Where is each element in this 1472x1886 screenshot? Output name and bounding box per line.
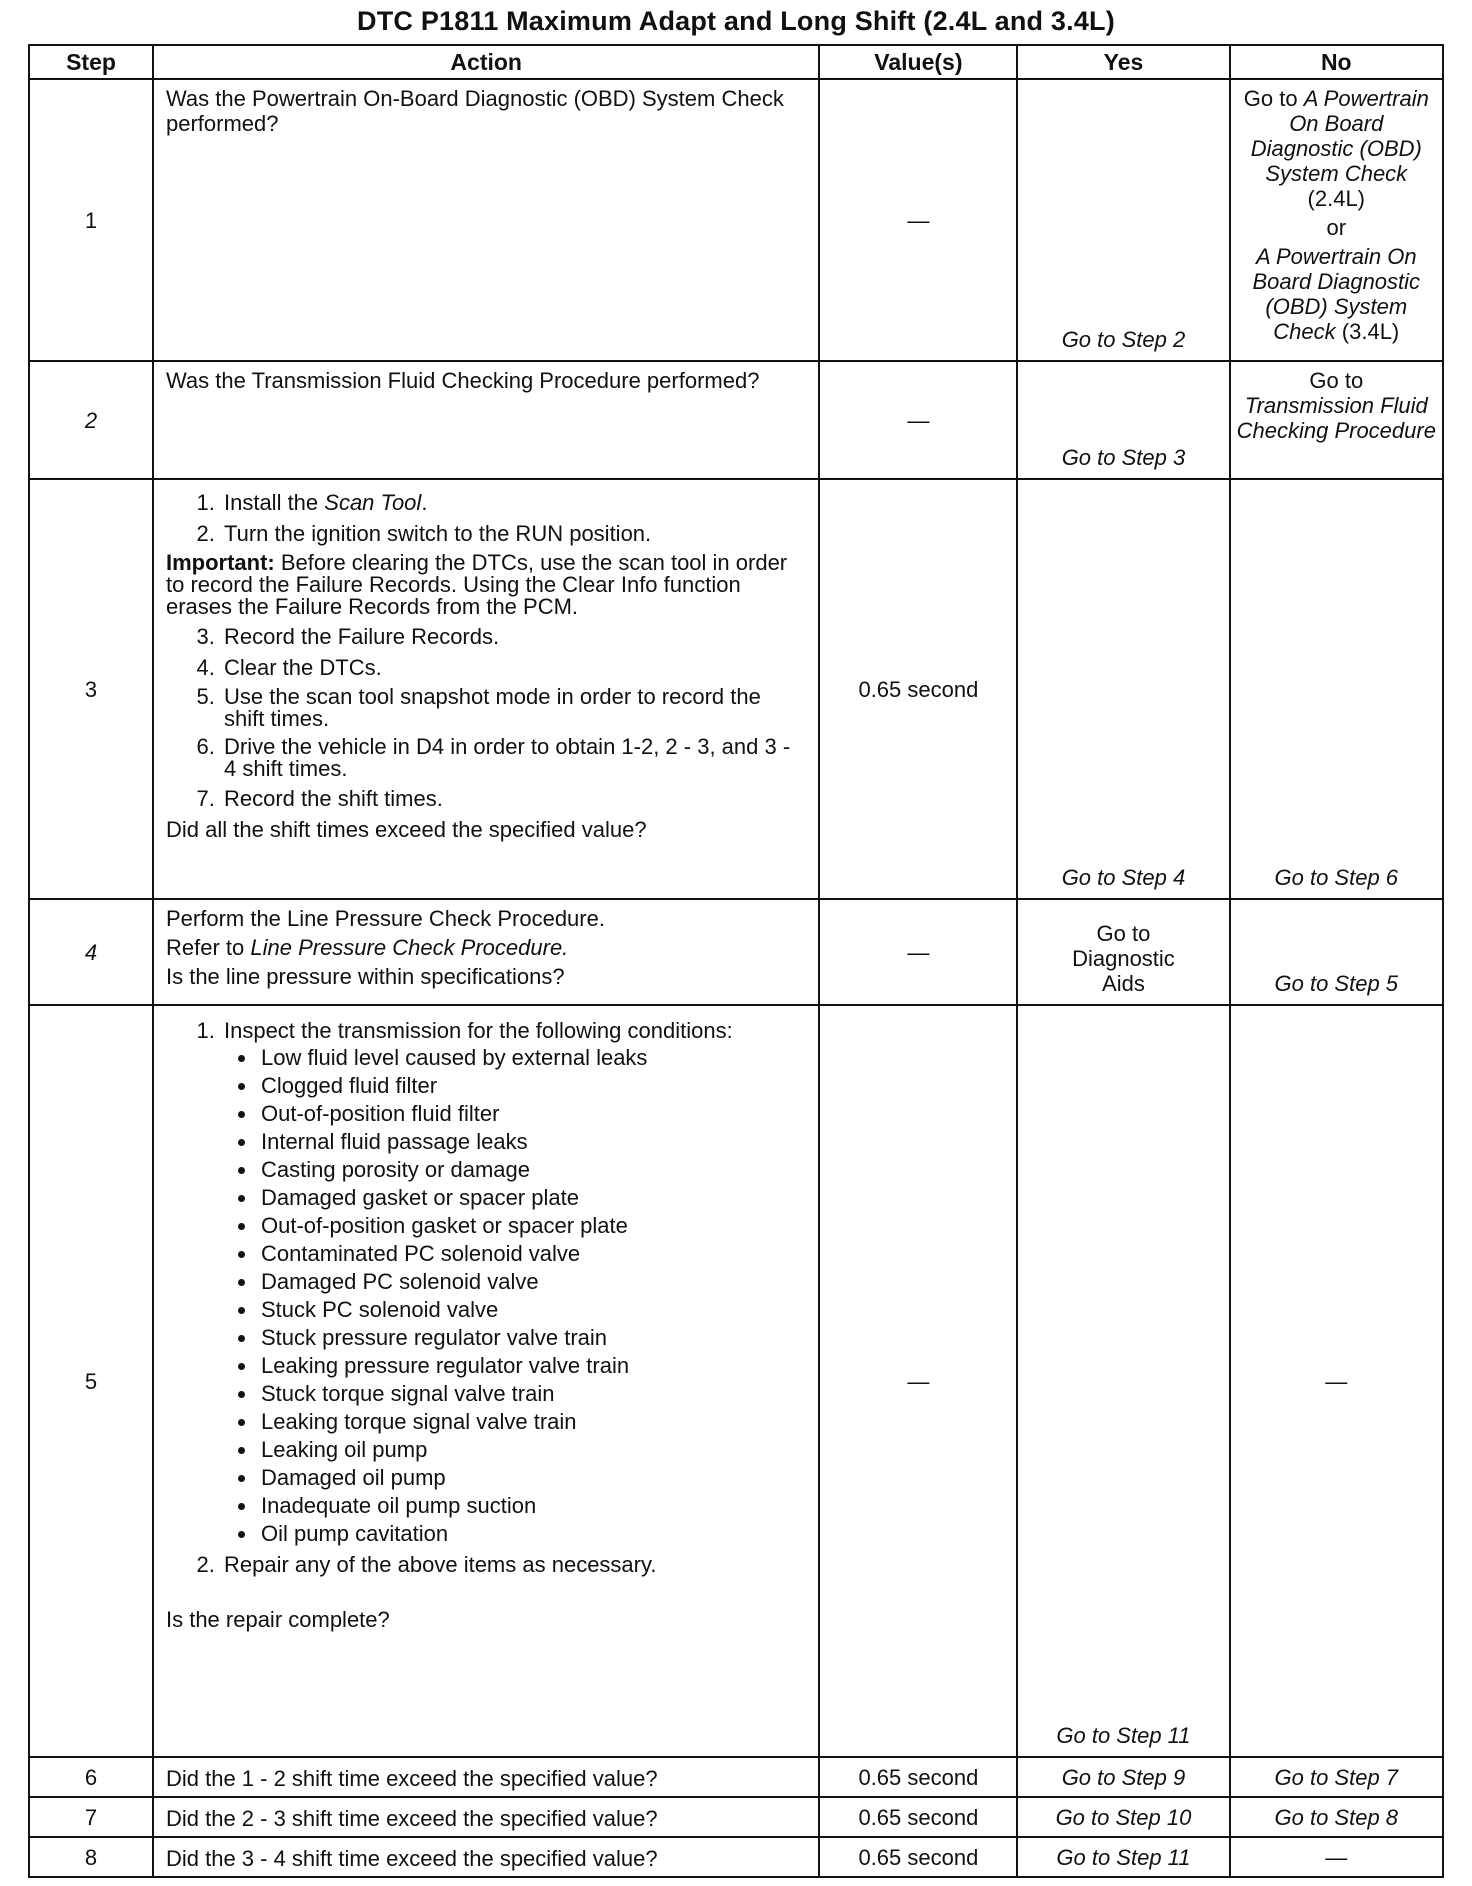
condition-item: • Casting porosity or damage — [258, 1157, 806, 1182]
question-text: Is the repair complete? — [165, 1607, 390, 1632]
important-note — [166, 552, 806, 618]
line-pressure-link[interactable]: Line Pressure Check Procedure. — [250, 935, 569, 960]
step-list-a — [166, 490, 806, 546]
step-number: 2 — [29, 361, 153, 479]
no-link[interactable]: Go to Step 8 — [1230, 1797, 1443, 1837]
condition-item: • Contaminated PC solenoid valve — [258, 1241, 806, 1266]
no-link[interactable]: Go to Step 7 — [1230, 1757, 1443, 1797]
condition-item: • Internal fluid passage leaks — [258, 1129, 806, 1154]
list-item: 3. Record the Failure Records. — [221, 624, 806, 649]
no-goto-label: Go to — [1309, 368, 1364, 393]
header-yes: Yes — [1017, 45, 1229, 79]
condition-item: • Leaking pressure regulator valve train — [258, 1353, 806, 1378]
yes-cell — [1017, 899, 1229, 1005]
step-number: 6 — [29, 1757, 153, 1797]
action-cell — [153, 361, 819, 479]
diagnostic-table — [28, 44, 1444, 1878]
no-cell — [1230, 361, 1443, 479]
list-item: 4. Clear the DTCs. — [221, 655, 806, 680]
table-row — [29, 1005, 1443, 1757]
condition-item: • Out-of-position fluid filter — [258, 1101, 806, 1126]
no-or: or — [1326, 215, 1347, 240]
table-row — [29, 1797, 1443, 1837]
header-values: Value(s) — [819, 45, 1017, 79]
value-cell: 0.65 second — [819, 1837, 1017, 1877]
action-cell: Did the 2 - 3 shift time exceed the specified value? — [153, 1797, 819, 1837]
no-link-obd-34[interactable]: A Powertrain On Board Diagnostic (OBD) System Check — [1252, 244, 1421, 344]
step-number: 8 — [29, 1837, 153, 1877]
no-link[interactable]: Go to Step 6 — [1274, 865, 1399, 890]
no-suffix-24: (2.4L) — [1307, 186, 1366, 211]
no-link[interactable]: Go to Step 5 — [1274, 971, 1399, 996]
condition-item: • Clogged fluid filter — [258, 1073, 806, 1098]
condition-item: • Leaking oil pump — [258, 1437, 806, 1462]
list-item: 2. Repair any of the above items as necessary. — [221, 1552, 806, 1577]
condition-item: • Damaged PC solenoid valve — [258, 1269, 806, 1294]
condition-item: • Damaged gasket or spacer plate — [258, 1185, 806, 1210]
condition-item: • Stuck torque signal valve train — [258, 1381, 806, 1406]
page-title: DTC P1811 Maximum Adapt and Long Shift (2.4L and 3.4L) — [357, 6, 1115, 36]
header-no: No — [1230, 45, 1443, 79]
action-line: Refer to Line Pressure Check Procedure. — [165, 935, 569, 960]
action-cell: Did the 1 - 2 shift time exceed the specified value? — [153, 1757, 819, 1797]
step-number: 5 — [29, 1005, 153, 1757]
list-item: 6. Drive the vehicle in D4 in order to obtain 1-2, 2 - 3, and 3 - 4 shift times. — [221, 736, 806, 780]
yes-link[interactable]: Go to Step 3 — [1061, 445, 1186, 470]
yes-link[interactable]: Go to Step 4 — [1061, 865, 1186, 890]
no-cell: — — [1230, 1005, 1443, 1757]
no-goto-label: Go to — [1243, 86, 1298, 111]
no-link-obd-24[interactable]: A Powertrain On Board Diagnostic (OBD) System Check — [1250, 86, 1429, 186]
header-row — [29, 45, 1443, 79]
list-item: 2. Turn the ignition switch to the RUN position. — [221, 521, 806, 546]
step-number: 4 — [29, 899, 153, 1005]
list-item: 7. Record the shift times. — [221, 786, 806, 811]
step-list — [166, 1018, 806, 1577]
table-row — [29, 1837, 1443, 1877]
list-item: 5. Use the scan tool snapshot mode in order to record the shift times. — [221, 686, 806, 730]
condition-item: • Stuck PC solenoid valve — [258, 1297, 806, 1322]
action-cell — [153, 899, 819, 1005]
header-action: Action — [153, 45, 819, 79]
value-cell: 0.65 second — [819, 1757, 1017, 1797]
yes-link[interactable]: Go to Step 11 — [1017, 1837, 1229, 1877]
step-number: 1 — [29, 79, 153, 361]
table-row — [29, 899, 1443, 1005]
yes-cell — [1017, 1005, 1229, 1757]
conditions-list — [224, 1045, 806, 1546]
no-link-fluid-check[interactable]: Transmission Fluid Checking Procedure — [1236, 393, 1436, 443]
table-row — [29, 79, 1443, 361]
no-suffix-34: (3.4L) — [1341, 319, 1400, 344]
yes-link[interactable]: Go to Diagnostic Aids — [1072, 921, 1175, 996]
value-cell: — — [819, 1005, 1017, 1757]
condition-item: • Stuck pressure regulator valve train — [258, 1325, 806, 1350]
action-text: Was the Powertrain On-Board Diagnostic (OBD) System Check performed? — [165, 86, 784, 136]
action-cell: Did the 3 - 4 shift time exceed the specified value? — [153, 1837, 819, 1877]
no-cell — [1230, 479, 1443, 899]
important-label: Important: — [165, 550, 275, 575]
yes-cell — [1017, 479, 1229, 899]
table-row — [29, 1757, 1443, 1797]
action-line: Perform the Line Pressure Check Procedure. — [165, 906, 605, 931]
condition-item: • Low fluid level caused by external leaks — [258, 1045, 806, 1070]
step-number: 7 — [29, 1797, 153, 1837]
action-cell — [153, 479, 819, 899]
table-row — [29, 479, 1443, 899]
action-cell — [153, 79, 819, 361]
yes-link[interactable]: Go to Step 11 — [1056, 1723, 1191, 1748]
action-cell — [153, 1005, 819, 1757]
value-cell: — — [819, 361, 1017, 479]
action-text: Was the Transmission Fluid Checking Procedure performed? — [165, 368, 760, 393]
list-item: 1. Install the Scan Tool. — [221, 490, 806, 515]
no-cell: — — [1230, 1837, 1443, 1877]
yes-link[interactable]: Go to Step 2 — [1061, 327, 1186, 352]
no-cell — [1230, 79, 1443, 361]
yes-cell — [1017, 79, 1229, 361]
condition-item: • Inadequate oil pump suction — [258, 1493, 806, 1518]
yes-link[interactable]: Go to Step 10 — [1017, 1797, 1229, 1837]
question-text: Did all the shift times exceed the specified value? — [165, 817, 647, 842]
condition-item: • Leaking torque signal valve train — [258, 1409, 806, 1434]
value-cell: 0.65 second — [819, 1797, 1017, 1837]
no-cell — [1230, 899, 1443, 1005]
condition-item: • Out-of-position gasket or spacer plate — [258, 1213, 806, 1238]
step-number: 3 — [29, 479, 153, 899]
condition-item: • Damaged oil pump — [258, 1465, 806, 1490]
scan-tool-link[interactable]: Scan Tool — [324, 490, 422, 515]
value-cell: — — [819, 899, 1017, 1005]
value-cell: — — [819, 79, 1017, 361]
header-step: Step — [29, 45, 153, 79]
table-row — [29, 361, 1443, 479]
list-item: 1. Inspect the transmission for the following conditions: • Low fluid level caused by external leaks • Clogged fluid filter • Out-of-position fluid filter • Internal fluid passage leaks • Casting porosity or damage • Damaged gasket or spacer plate • Out-of-position gasket or spacer plate • Contaminated PC solenoid valve • Damaged PC solenoid valve • Stuck PC solenoid valve • Stuck pressure regulator valve train • Leaking pressure regulator valve train • Stuck torque signal valve train • Leaking torque signal valve train • Leaking oil pump • Damaged oil pump • Inadequate oil pump suction • Oil pump cavitation — [221, 1018, 806, 1546]
value-cell: 0.65 second — [819, 479, 1017, 899]
yes-cell — [1017, 361, 1229, 479]
step-list-b — [166, 624, 806, 811]
question-text: Is the line pressure within specifications? — [165, 964, 565, 989]
condition-item: • Oil pump cavitation — [258, 1521, 806, 1546]
yes-link[interactable]: Go to Step 9 — [1017, 1757, 1229, 1797]
important-text: Before clearing the DTCs, use the scan tool in order to record the Failure Records. Using the Clear Info function erases the Failure Records from the PCM. — [165, 550, 788, 619]
